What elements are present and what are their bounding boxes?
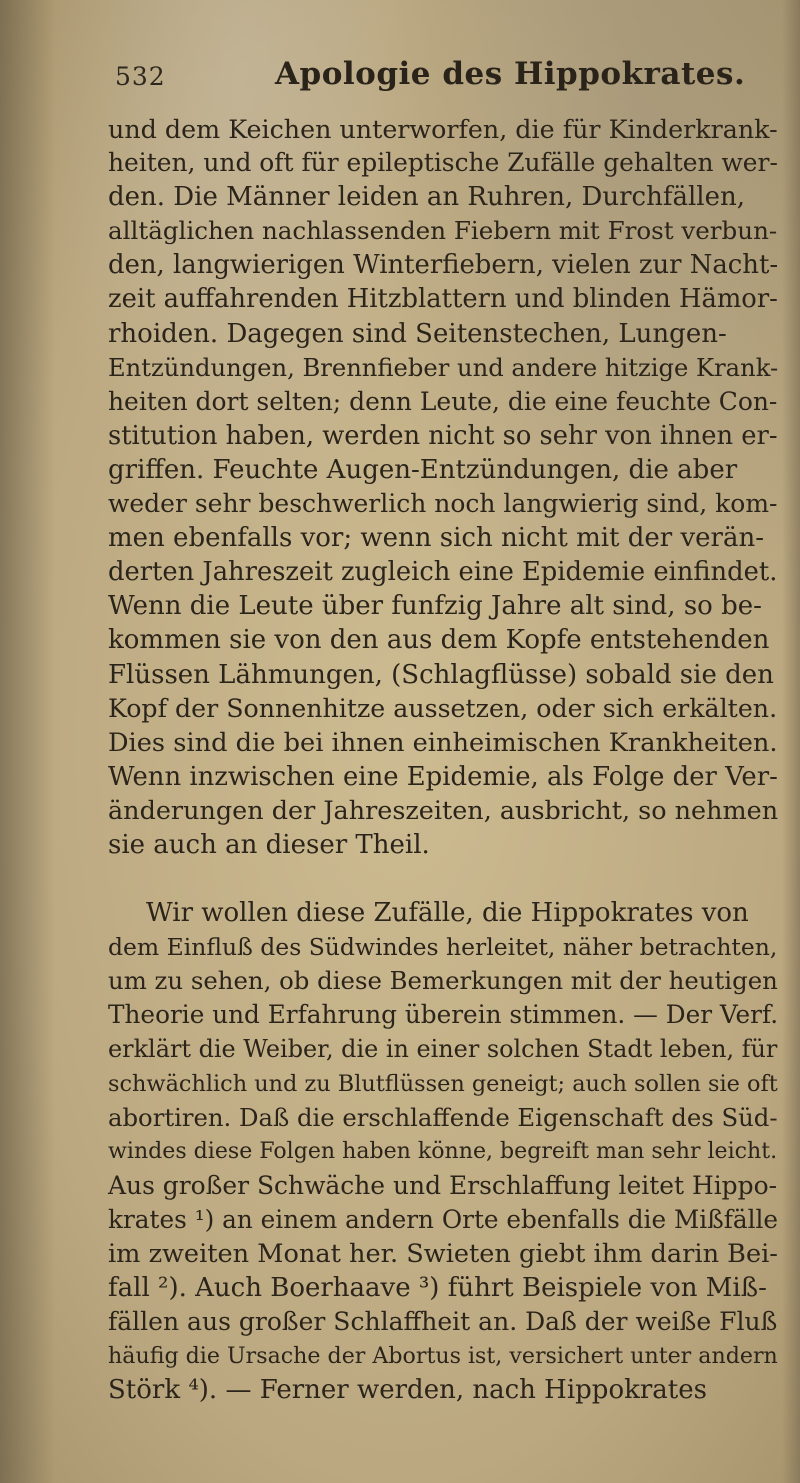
paragraph-1	[108, 112, 778, 862]
text-line: griffen. Feuchte Augen-Entzündungen, die aber	[108, 454, 738, 485]
running-head: Apologie des Hippokrates.	[275, 56, 746, 92]
text-line: fällen aus großer Schlaffheit an. Daß der weiße Fluß	[108, 1307, 778, 1337]
text-line: rhoiden. Dagegen sind Seitenstechen, Lungen-	[108, 318, 727, 349]
body-text	[108, 112, 778, 1407]
text-line: häufig die Ursache der Abortus ist, versichert unter andern	[108, 1343, 778, 1370]
text-line: Dies sind die bei ihnen einheimischen Krankheiten.	[108, 727, 778, 758]
text-line: erklärt die Weiber, die in einer solchen Stadt leben, für	[108, 1035, 778, 1064]
text-line: weder sehr beschwerlich noch langwierig sind, kom-	[108, 489, 778, 519]
text-line: Flüssen Lähmungen, (Schlagflüsse) sobald sie den	[108, 659, 774, 690]
paragraph-2	[108, 896, 778, 1407]
text-line: Wenn inzwischen eine Epidemie, als Folge der Ver-	[108, 761, 778, 792]
text-line: stitution haben, werden nicht so sehr von ihnen er-	[108, 420, 778, 451]
text-line: Störk ⁴). — Ferner werden, nach Hippokrates	[108, 1375, 707, 1406]
text-line: men ebenfalls vor; wenn sich nicht mit der verän-	[108, 523, 765, 554]
text-line: derten Jahreszeit zugleich eine Epidemie einfindet.	[108, 557, 778, 588]
text-line: sie auch an dieser Theil.	[108, 829, 430, 860]
text-line: windes diese Folgen haben könne, begreift man sehr leicht.	[108, 1138, 778, 1164]
paragraph-gap	[108, 862, 778, 896]
text-line: heiten, und oft für epileptische Zufälle gehalten wer-	[108, 148, 778, 178]
text-line: krates ¹) an einem andern Orte ebenfalls die Mißfälle	[108, 1204, 779, 1234]
text-line: den, langwierigen Winterfiebern, vielen zur Nacht-	[108, 250, 779, 281]
text-line: schwächlich und zu Blutflüssen geneigt; auch sollen sie oft	[108, 1070, 778, 1097]
text-line: Wir wollen diese Zufälle, die Hippokrates von	[146, 898, 749, 929]
page-header	[115, 56, 775, 98]
text-line: zeit auffahrenden Hitzblattern und blinden Hämor-	[108, 284, 778, 315]
text-line: im zweiten Monat her. Swieten giebt ihm darin Bei-	[108, 1239, 778, 1269]
text-line: alltäglichen nachlassenden Fiebern mit Frost verbun-	[108, 216, 778, 246]
text-line: Entzündungen, Brennfieber und andere hitzige Krank-	[108, 353, 779, 382]
text-line: dem Einfluß des Südwindes herleitet, näher betrachten,	[108, 933, 778, 962]
text-line: abortiren. Daß die erschlaffende Eigenschaft des Süd-	[108, 1102, 778, 1132]
text-line: kommen sie von den aus dem Kopfe entstehenden	[108, 625, 770, 656]
text-line: um zu sehen, ob diese Bemerkungen mit der heutigen	[108, 966, 778, 996]
text-line: heiten dort selten; denn Leute, die eine feuchte Con-	[108, 386, 778, 416]
text-line: Wenn die Leute über funfzig Jahre alt sind, so be-	[108, 591, 762, 622]
text-line: und dem Keichen unterworfen, die für Kinderkrank-	[108, 114, 778, 144]
text-line: fall ²). Auch Boerhaave ³) führt Beispiele von Miß-	[108, 1273, 767, 1304]
page-number: 532	[115, 62, 166, 91]
text-line: Theorie und Erfahrung überein stimmen. — Der Verf.	[108, 1000, 779, 1030]
text-line: Aus großer Schwäche und Erschlaffung leitet Hippo-	[108, 1170, 778, 1200]
text-line: Kopf der Sonnenhitze aussetzen, oder sich erkälten.	[108, 693, 778, 723]
text-line: änderungen der Jahreszeiten, ausbricht, so nehmen	[108, 795, 779, 826]
text-line: den. Die Männer leiden an Ruhren, Durchfällen,	[108, 182, 746, 213]
